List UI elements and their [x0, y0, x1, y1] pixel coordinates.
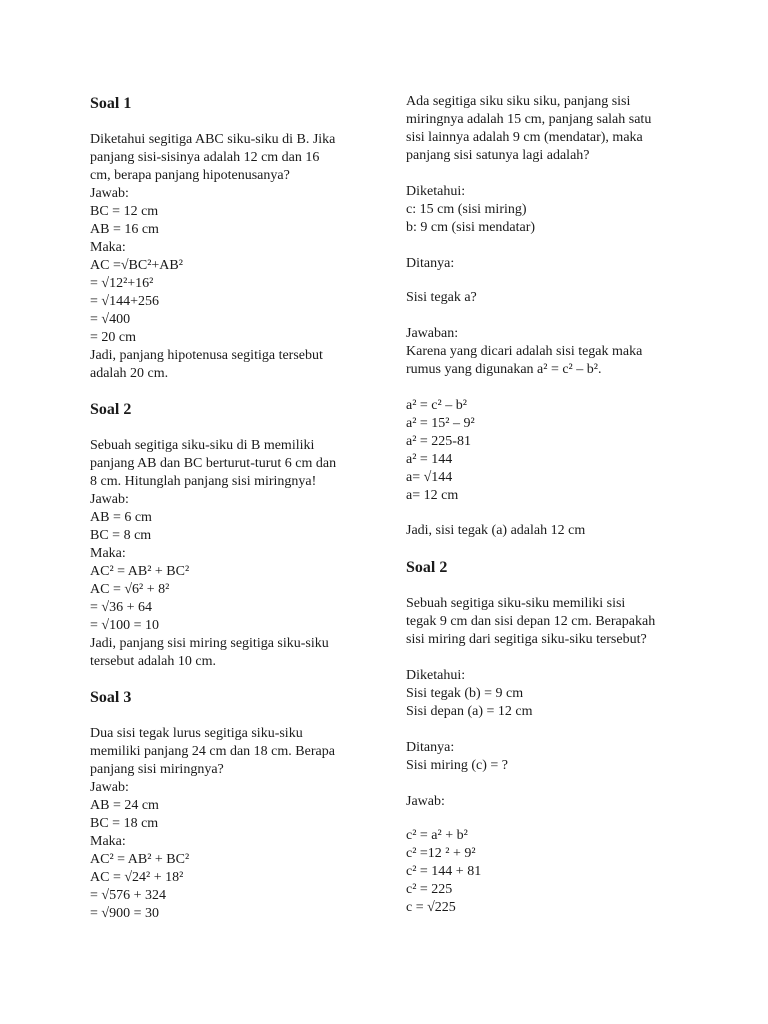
- text-line: Ditanya:: [406, 740, 455, 755]
- problem1-ditanya: [406, 255, 706, 273]
- text-line: = √900 = 30: [90, 906, 159, 921]
- text-line: AC² = AB² + BC²: [90, 852, 190, 867]
- text-line: Ada segitiga siku siku siku, panjang sisi: [406, 94, 631, 109]
- soal1-title-block: [90, 94, 380, 114]
- text-line: rumus yang digunakan a² = c² – b².: [406, 362, 602, 377]
- text-line: BC = 12 cm: [90, 204, 159, 219]
- soal2-right-steps: [406, 827, 706, 917]
- soal2-right-jawab: [406, 793, 706, 811]
- problem1-steps: [406, 397, 706, 505]
- text-line: Sisi miring (c) = ?: [406, 758, 508, 773]
- text-line: = √100 = 10: [90, 618, 159, 633]
- text-line: AB = 16 cm: [90, 222, 159, 237]
- text-line: Diketahui:: [406, 184, 466, 199]
- text-line: AC = √6² + 8²: [90, 582, 170, 597]
- text-line: = √12²+16²: [90, 276, 154, 291]
- text-line: panjang AB dan BC berturut-turut 6 cm dan: [90, 456, 337, 471]
- text-line: Jawab:: [406, 794, 445, 809]
- text-line: Maka:: [90, 834, 126, 849]
- soal1-body: [90, 131, 380, 383]
- text-line: a² = c² – b²: [406, 398, 467, 413]
- text-line: AB = 6 cm: [90, 510, 152, 525]
- text-line: a= 12 cm: [406, 488, 459, 503]
- text-line: AC² = AB² + BC²: [90, 564, 190, 579]
- problem1-conclusion: [406, 522, 706, 540]
- text-line: c² =12 ² + 9²: [406, 846, 476, 861]
- section-title: Soal 3: [90, 689, 132, 706]
- text-line: Sebuah segitiga siku-siku memiliki sisi: [406, 596, 626, 611]
- text-line: Jawab:: [90, 492, 129, 507]
- soal2-right-title-block: [406, 558, 706, 578]
- problem1-question: [406, 93, 706, 165]
- soal3-title-block: [90, 688, 380, 708]
- text-line: Diketahui segitiga ABC siku-siku di B. Jika: [90, 132, 336, 147]
- text-line: b: 9 cm (sisi mendatar): [406, 220, 536, 235]
- text-line: tegak 9 cm dan sisi depan 12 cm. Berapakah: [406, 614, 656, 629]
- text-line: BC = 8 cm: [90, 528, 152, 543]
- text-line: tersebut adalah 10 cm.: [90, 654, 216, 669]
- text-line: Sisi tegak a?: [406, 290, 477, 305]
- problem1-diketahui: [406, 183, 706, 237]
- soal2-right-ditanya: [406, 739, 706, 775]
- text-line: memiliki panjang 24 cm dan 18 cm. Berapa: [90, 744, 335, 759]
- problem1-jawaban: [406, 325, 706, 379]
- section-title: Soal 2: [90, 401, 132, 418]
- text-line: Jadi, panjang sisi miring segitiga siku-siku: [90, 636, 329, 651]
- text-line: = 20 cm: [90, 330, 136, 345]
- text-line: = √576 + 324: [90, 888, 166, 903]
- text-line: AC =√BC²+AB²: [90, 258, 183, 273]
- text-line: = √36 + 64: [90, 600, 152, 615]
- text-line: Sisi depan (a) = 12 cm: [406, 704, 533, 719]
- section-title: Soal 2: [406, 559, 448, 576]
- text-line: Karena yang dicari adalah sisi tegak maka: [406, 344, 643, 359]
- text-line: Sisi tegak (b) = 9 cm: [406, 686, 524, 701]
- text-line: c: 15 cm (sisi miring): [406, 202, 527, 217]
- text-line: AC = √24² + 18²: [90, 870, 184, 885]
- text-line: adalah 20 cm.: [90, 366, 169, 381]
- text-line: c = √225: [406, 900, 456, 915]
- text-line: c² = a² + b²: [406, 828, 468, 843]
- text-line: a² = 144: [406, 452, 453, 467]
- text-line: = √400: [90, 312, 131, 327]
- text-line: panjang sisi satunya lagi adalah?: [406, 148, 590, 163]
- text-line: AB = 24 cm: [90, 798, 159, 813]
- text-line: Jadi, sisi tegak (a) adalah 12 cm: [406, 523, 586, 538]
- text-line: Maka:: [90, 240, 126, 255]
- soal3-body: [90, 725, 380, 923]
- text-line: sisi miring dari segitiga siku-siku tersebut?: [406, 632, 647, 647]
- text-line: Maka:: [90, 546, 126, 561]
- text-line: 8 cm. Hitunglah panjang sisi miringnya!: [90, 474, 317, 489]
- text-line: Ditanya:: [406, 256, 455, 271]
- text-line: Diketahui:: [406, 668, 466, 683]
- text-line: Jadi, panjang hipotenusa segitiga tersebut: [90, 348, 323, 363]
- text-line: c² = 144 + 81: [406, 864, 482, 879]
- text-line: = √144+256: [90, 294, 159, 309]
- text-line: panjang sisi-sisinya adalah 12 cm dan 16: [90, 150, 320, 165]
- text-line: cm, berapa panjang hipotenusanya?: [90, 168, 290, 183]
- text-line: c² = 225: [406, 882, 453, 897]
- text-line: a² = 15² – 9²: [406, 416, 475, 431]
- text-line: a= √144: [406, 470, 453, 485]
- text-line: BC = 18 cm: [90, 816, 159, 831]
- text-line: panjang sisi miringnya?: [90, 762, 224, 777]
- soal2-title-block: [90, 400, 380, 420]
- soal2-body: [90, 437, 380, 671]
- text-line: Jawab:: [90, 780, 129, 795]
- text-line: a² = 225-81: [406, 434, 471, 449]
- soal2-right-diketahui: [406, 667, 706, 721]
- text-line: Jawaban:: [406, 326, 459, 341]
- text-line: Jawab:: [90, 186, 129, 201]
- problem1-ditanya-value: [406, 289, 706, 307]
- text-line: Sebuah segitiga siku-siku di B memiliki: [90, 438, 315, 453]
- section-title: Soal 1: [90, 95, 132, 112]
- text-line: miringnya adalah 15 cm, panjang salah satu: [406, 112, 652, 127]
- text-line: sisi lainnya adalah 9 cm (mendatar), maka: [406, 130, 643, 145]
- soal2-right-question: [406, 595, 706, 649]
- text-line: Dua sisi tegak lurus segitiga siku-siku: [90, 726, 303, 741]
